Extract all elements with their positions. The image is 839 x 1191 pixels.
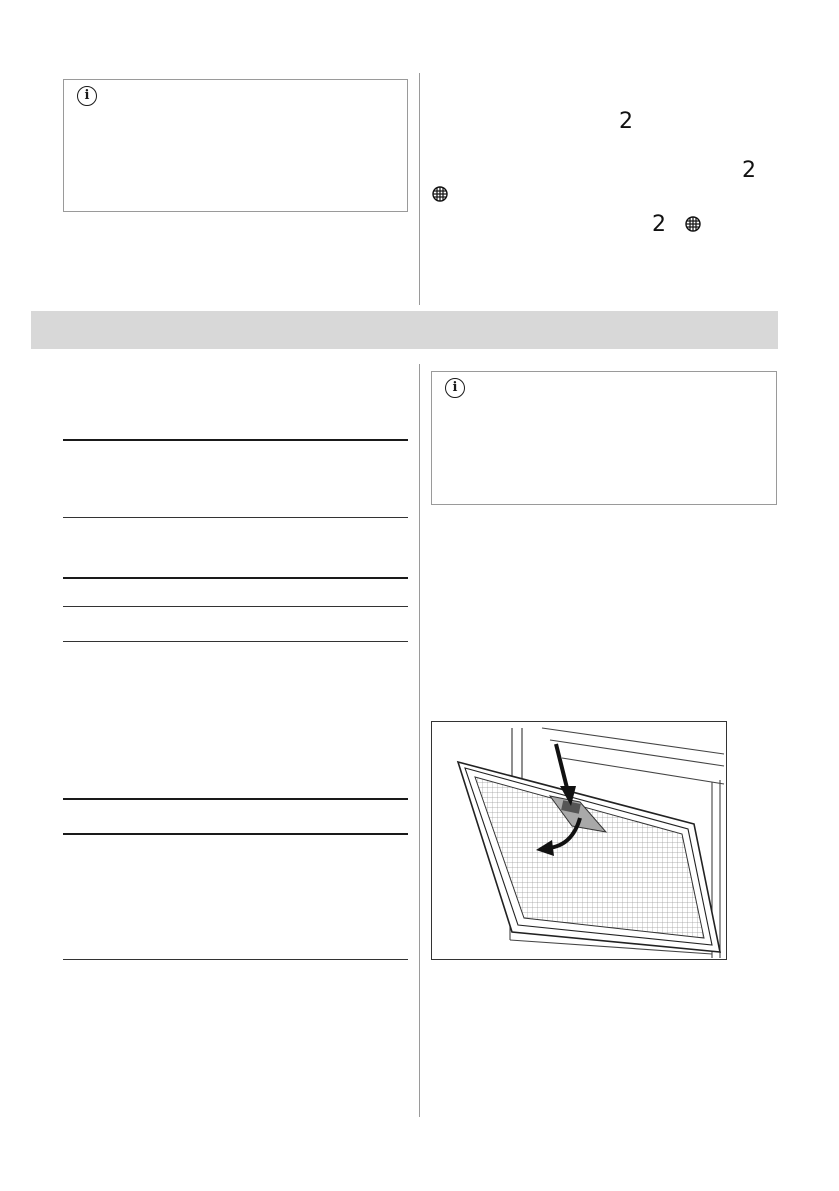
grid-filter-icon <box>432 186 448 202</box>
column-divider-bottom <box>419 364 420 1117</box>
table-rule <box>63 959 408 960</box>
column-divider-top <box>419 73 420 305</box>
symbol-digit-2: 2 <box>652 212 666 237</box>
symbol-digit-2: 2 <box>742 158 756 183</box>
filter-removal-illustration <box>432 722 726 959</box>
table-rule <box>63 439 408 441</box>
table-rule <box>63 798 408 800</box>
table-rule <box>63 641 408 642</box>
section-heading-bar <box>31 311 778 349</box>
grid-filter-icon <box>685 216 701 232</box>
info-box-top-left <box>63 79 408 212</box>
table-rule <box>63 577 408 579</box>
symbol-digit-2: 2 <box>619 109 633 134</box>
info-box-bottom-right <box>431 371 777 505</box>
table-rule <box>63 833 408 835</box>
table-rule <box>63 517 408 518</box>
table-rule <box>63 606 408 607</box>
filter-removal-figure <box>431 721 727 960</box>
info-icon: i <box>445 378 465 398</box>
info-icon: i <box>77 86 97 106</box>
